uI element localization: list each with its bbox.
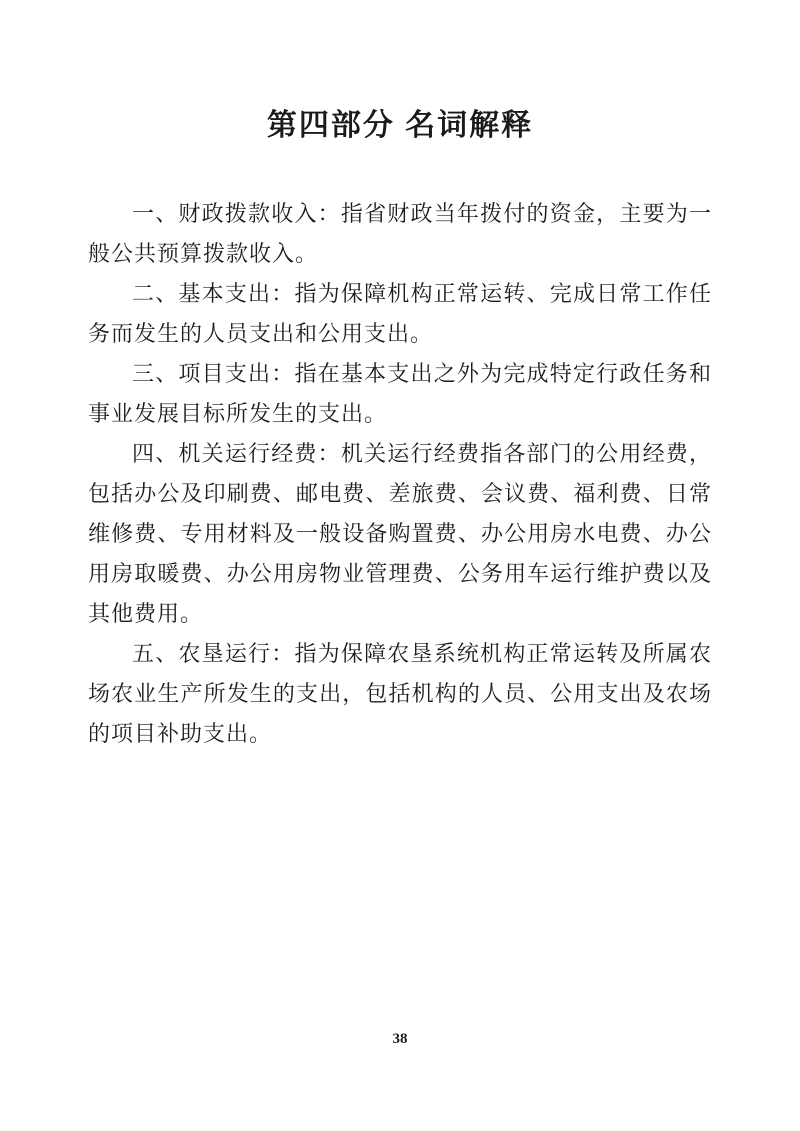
paragraph-term-1: 一、财政拨款收入：指省财政当年拨付的资金，主要为一般公共预算拨款收入。 bbox=[88, 201, 712, 266]
paragraph-term-2: 二、基本支出：指为保障机构正常运转、完成日常工作任务而发生的人员支出和公用支出。 bbox=[88, 281, 712, 346]
page-title: 第四部分 名词解释 bbox=[266, 109, 534, 142]
paragraph-term-3: 三、项目支出：指在基本支出之外为完成特定行政任务和事业发展目标所发生的支出。 bbox=[88, 361, 712, 426]
paragraph-term-5: 五、农垦运行：指为保障农垦系统机构正常运转及所属农场农业生产所发生的支出，包括机构的人员、公用支出及农场的项目补助支出。 bbox=[88, 641, 712, 746]
document-body bbox=[88, 194, 712, 754]
page-number: 38 bbox=[392, 1031, 408, 1047]
page-footer bbox=[0, 1030, 800, 1048]
paragraph-term-4: 四、机关运行经费：机关运行经费指各部门的公用经费，包括办公及印刷费、邮电费、差旅费、会议费、福利费、日常维修费、专用材料及一般设备购置费、办公用房水电费、办公用房取暖费、办公用房物业管理费、公务用车运行维护费以及其他费用。 bbox=[88, 441, 712, 626]
